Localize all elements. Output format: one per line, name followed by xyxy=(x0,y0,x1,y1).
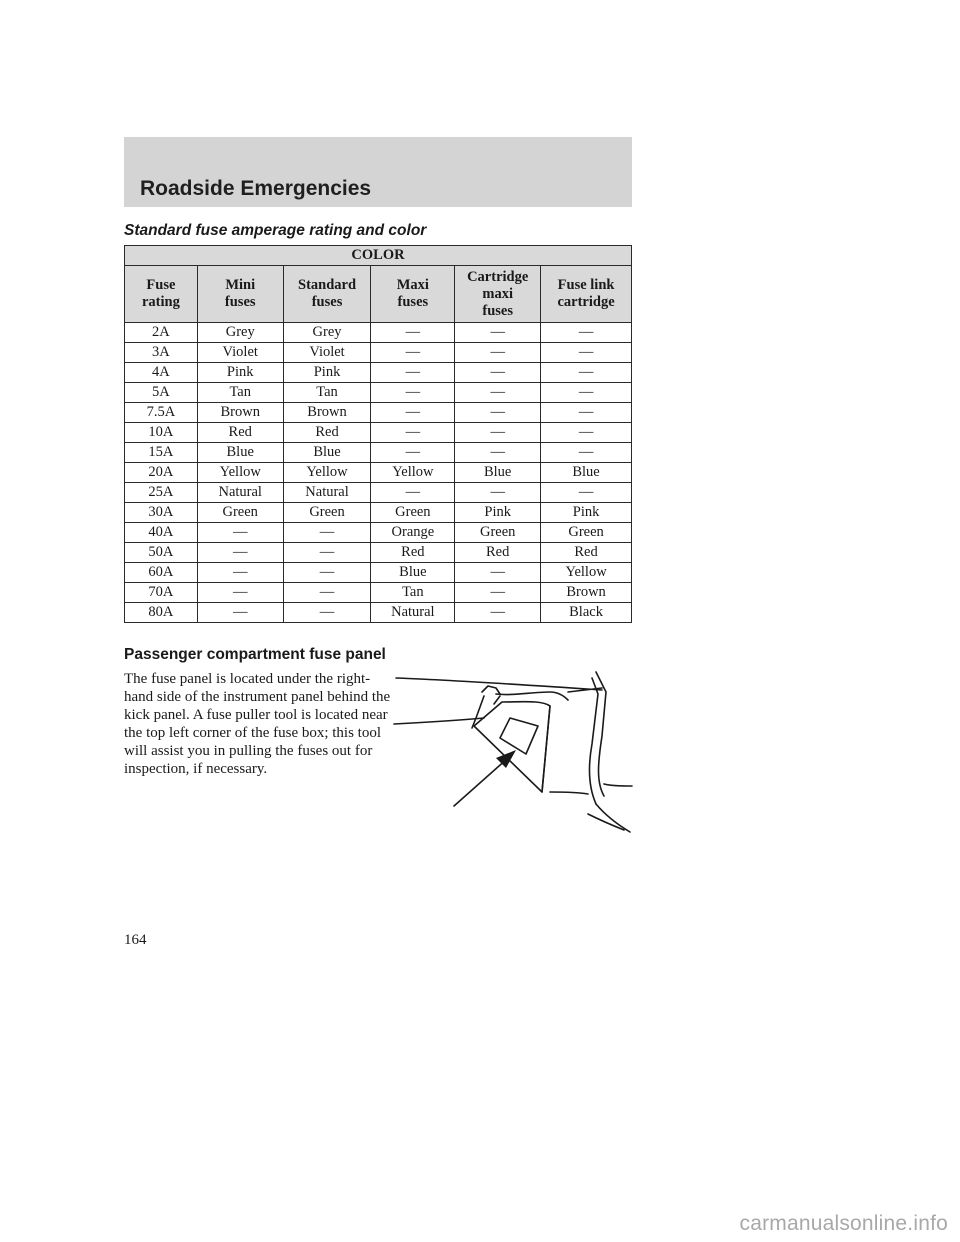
table-cell: — xyxy=(455,483,541,503)
table-cell: Yellow xyxy=(541,563,632,583)
table-row xyxy=(125,383,632,403)
table-cell: Green xyxy=(197,503,283,523)
table-cell: Brown xyxy=(541,583,632,603)
table-row xyxy=(125,523,632,543)
table-cell: — xyxy=(371,343,455,363)
table-cell: 30A xyxy=(125,503,198,523)
table-cell: Red xyxy=(541,543,632,563)
table-cell: 10A xyxy=(125,423,198,443)
table-cell: 60A xyxy=(125,563,198,583)
table-cell: Grey xyxy=(283,323,371,343)
table-title: Standard fuse amperage rating and color xyxy=(124,222,427,239)
table-cell: — xyxy=(541,423,632,443)
table-body xyxy=(125,323,632,623)
table-row xyxy=(125,603,632,623)
table-cell: — xyxy=(455,563,541,583)
table-cell: — xyxy=(455,383,541,403)
table-cell: — xyxy=(197,603,283,623)
table-cell: Orange xyxy=(371,523,455,543)
table-cell: — xyxy=(541,443,632,463)
table-cell: Blue xyxy=(197,443,283,463)
table-cell: — xyxy=(455,603,541,623)
table-cell: Tan xyxy=(197,383,283,403)
table-cell: — xyxy=(197,563,283,583)
table-cell: — xyxy=(455,443,541,463)
table-cell: Blue xyxy=(455,463,541,483)
table-cell: — xyxy=(455,363,541,383)
table-cell: Pink xyxy=(283,363,371,383)
table-cell: — xyxy=(283,583,371,603)
column-header: Maxi fuses xyxy=(371,266,455,323)
table-cell: Natural xyxy=(371,603,455,623)
table-cell: — xyxy=(541,483,632,503)
table-cell: — xyxy=(455,423,541,443)
table-cell: Yellow xyxy=(283,463,371,483)
section-title: Roadside Emergencies xyxy=(140,177,372,200)
table-row xyxy=(125,343,632,363)
table-cell: — xyxy=(371,483,455,503)
table-row xyxy=(125,563,632,583)
table-cell: — xyxy=(455,323,541,343)
table-cell: Pink xyxy=(541,503,632,523)
table-cell: — xyxy=(371,403,455,423)
column-header: Cartridge maxi fuses xyxy=(455,266,541,323)
table-cell: — xyxy=(197,543,283,563)
table-cell: 50A xyxy=(125,543,198,563)
table-cell: 40A xyxy=(125,523,198,543)
table-cell: — xyxy=(455,343,541,363)
color-group-header: COLOR xyxy=(125,246,632,266)
table-cell: Black xyxy=(541,603,632,623)
table-cell: Green xyxy=(283,503,371,523)
table-cell: 2A xyxy=(125,323,198,343)
table-row xyxy=(125,503,632,523)
table-cell: Tan xyxy=(283,383,371,403)
column-header: Fuse rating xyxy=(125,266,198,323)
table-cell: 70A xyxy=(125,583,198,603)
table-cell: — xyxy=(371,323,455,343)
table-cell: Red xyxy=(283,423,371,443)
table-cell: Red xyxy=(371,543,455,563)
watermark: carmanualsonline.info xyxy=(739,1212,948,1235)
table-row xyxy=(125,543,632,563)
table-cell: — xyxy=(371,443,455,463)
table-row xyxy=(125,423,632,443)
table-cell: 80A xyxy=(125,603,198,623)
table-row xyxy=(125,323,632,343)
table-cell: Green xyxy=(371,503,455,523)
table-cell: — xyxy=(283,523,371,543)
table-cell: Natural xyxy=(197,483,283,503)
table-cell: Tan xyxy=(371,583,455,603)
column-header: Mini fuses xyxy=(197,266,283,323)
passenger-panel-text: The fuse panel is located under the right-hand side of the instrument panel behind the kick panel. A fuse puller tool is located near the top left corner of the fuse box; this tool will assist you in pulling the fuses out for inspection, if necessary. xyxy=(124,671,391,777)
table-cell: Green xyxy=(541,523,632,543)
table-cell: 20A xyxy=(125,463,198,483)
column-header: Standard fuses xyxy=(283,266,371,323)
table-cell: Natural xyxy=(283,483,371,503)
fuse-color-table xyxy=(124,245,632,623)
table-row xyxy=(125,403,632,423)
table-cell: 25A xyxy=(125,483,198,503)
table-cell: Grey xyxy=(197,323,283,343)
table-cell: — xyxy=(371,383,455,403)
table-cell: — xyxy=(541,323,632,343)
section-header-band xyxy=(124,137,632,207)
table-cell: — xyxy=(283,603,371,623)
table-cell: — xyxy=(371,423,455,443)
table-cell: — xyxy=(455,403,541,423)
table-cell: Blue xyxy=(541,463,632,483)
table-cell: 7.5A xyxy=(125,403,198,423)
table-cell: Brown xyxy=(283,403,371,423)
table-cell: — xyxy=(541,363,632,383)
table-cell: Yellow xyxy=(197,463,283,483)
table-cell: — xyxy=(541,403,632,423)
table-row xyxy=(125,363,632,383)
page-number: 164 xyxy=(124,932,147,948)
table-cell: 4A xyxy=(125,363,198,383)
table-cell: — xyxy=(283,543,371,563)
table-cell: Green xyxy=(455,523,541,543)
table-cell: — xyxy=(541,343,632,363)
fuse-panel-location-illustration xyxy=(392,666,634,838)
table-cell: Red xyxy=(197,423,283,443)
table-cell: Violet xyxy=(283,343,371,363)
table-cell: — xyxy=(371,363,455,383)
table-cell: — xyxy=(541,383,632,403)
table-cell: — xyxy=(197,523,283,543)
table-cell: Pink xyxy=(455,503,541,523)
table-cell: Yellow xyxy=(371,463,455,483)
table-cell: — xyxy=(197,583,283,603)
table-cell: 3A xyxy=(125,343,198,363)
table-row xyxy=(125,463,632,483)
table-cell: 5A xyxy=(125,383,198,403)
table-row xyxy=(125,443,632,463)
table-cell: Violet xyxy=(197,343,283,363)
column-header: Fuse link cartridge xyxy=(541,266,632,323)
table-row xyxy=(125,583,632,603)
table-cell: — xyxy=(455,583,541,603)
table-cell: Pink xyxy=(197,363,283,383)
passenger-panel-heading: Passenger compartment fuse panel xyxy=(124,646,386,663)
table-cell: Blue xyxy=(371,563,455,583)
table-cell: 15A xyxy=(125,443,198,463)
table-cell: Brown xyxy=(197,403,283,423)
table-cell: Blue xyxy=(283,443,371,463)
table-cell: — xyxy=(283,563,371,583)
column-header-row xyxy=(125,266,632,323)
table-cell: Red xyxy=(455,543,541,563)
table-row xyxy=(125,483,632,503)
